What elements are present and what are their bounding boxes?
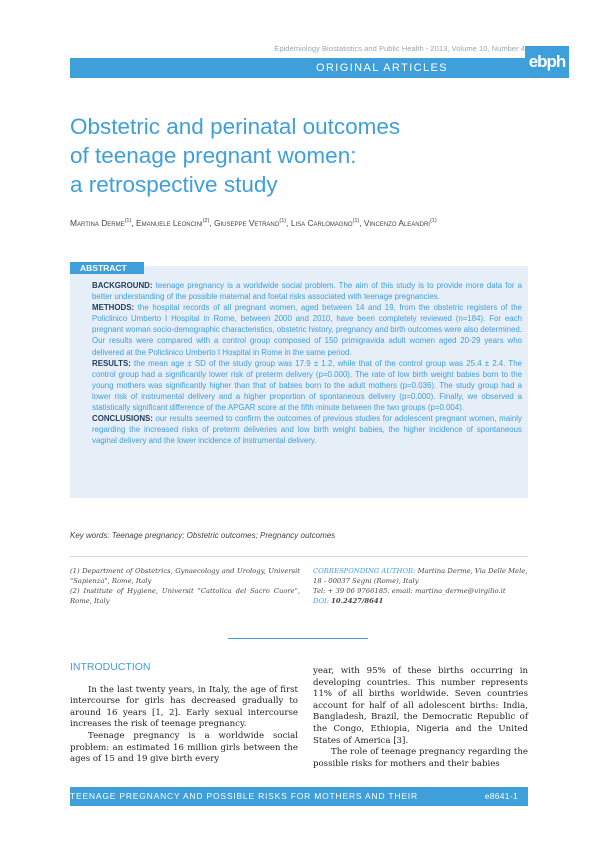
title-line: a retrospective study xyxy=(70,172,278,197)
abstract-methods xyxy=(92,302,522,357)
article-title xyxy=(70,112,490,199)
title-line: Obstetric and perinatal outcomes xyxy=(70,114,401,139)
running-title: TEENAGE PREGNANCY AND POSSIBLE RISKS FOR MOTHERS AND THEIR BABIES xyxy=(70,791,418,820)
abstract-results xyxy=(92,358,522,413)
author-name: Lisa Carlomagno xyxy=(290,218,353,228)
section-banner: ORIGINAL ARTICLES xyxy=(70,58,526,78)
body-paragraph: Teenage pregnancy is a worldwide social problem: an estimated 16 million girls between the ages of 15 and 19 give birth every xyxy=(70,730,298,765)
author-name: Giuseppe Vetrano xyxy=(213,218,280,228)
abstract-methods-text: the hospital records of all pregnant women, aged between 14 and 19, from the obstetric registers of the Policlinico Umberto I Hospital in Rome, between 2000 and 2010, have been completely reviewed (n=184). For each pregnant woman socio-demographic characteristics, obstetric history, pregnancy and birth outcomes were also determined. Our results were compared with a control group composed of 150 primigravida adult women aged 20-29 years who delivered at the Policlinico Umberto I Hospital in Rome in the same period. xyxy=(92,303,522,357)
abstract-results-text: the mean age ± SD of the study group was 17.9 ± 1.2, while that of the control group was 25.4 ± 2.4. The control group had a significantly lower risk of preterm delivery (p=0.000). The rate of low birth weight babies born to the young mothers was significantly higher than that of babies born to the adult mothers (p=0.036). The study group had a lower risk of instrumental delivery and a higher proportion of spontaneous delivery (p=0.000). Finally, we observed a statistically significant difference of the APGAR score at the fifth minute between the two groups (p=0.004). xyxy=(92,358,522,413)
title-line: of teenage pregnant women: xyxy=(70,143,357,168)
page-number: e8641-1 xyxy=(484,791,518,801)
section-heading: INTRODUCTION xyxy=(70,661,151,673)
doi-link[interactable]: 10.2427/8641 xyxy=(331,597,384,605)
correspondence-label: CORRESPONDING AUTHOR: xyxy=(313,567,416,575)
author-affiliation-mark: (2) xyxy=(202,218,210,225)
abstract-background-text: teenage pregnancy is a worldwide social problem. The aim of this study is to provide more data for a better understanding of the possible maternal and foetal risks associated with teenage pregnancies. xyxy=(92,281,522,302)
abstract-background xyxy=(92,280,522,302)
author-affiliation-mark: (1) xyxy=(352,218,360,225)
divider xyxy=(70,556,528,557)
author-name: Martina Derme xyxy=(70,218,125,228)
abstract-results-label: RESULTS: xyxy=(92,358,131,368)
body-paragraph: In the last twenty years, in Italy, the age of first intercourse for girls has decreased gradually to around 16 years [1, 2]. Early sexual intercourse increases the risk of teenage pregnancy. xyxy=(70,684,298,730)
author-list: Martina Derme$^{(1)}$, Emanuele Leoncini$^{(2)}$, Giuseppe Vetrano$^{(1)}$, Lisa Carlomagno$^{(1)}$, Vincenzo Aleandri$^{(1)}$ xyxy=(70,218,437,228)
abstract-background-label: BACKGROUND: xyxy=(92,281,153,290)
body-column-left xyxy=(70,662,298,766)
body-paragraph: The role of teenage pregnancy regarding the possible risks for mothers and their babies xyxy=(313,747,528,769)
journal-citation: Epidemiology Biostatistics and Public Health - 2013, Volume 10, Number 4 xyxy=(274,44,525,53)
correspondence-contact: Tel: + 39 06 9766185. email: martina_derme@virgilio.it xyxy=(313,587,506,595)
doi-label: DOI: xyxy=(313,597,329,605)
author-affiliation-mark: (1) xyxy=(429,218,437,225)
abstract-conclusions-text: our results seemed to confirm the outcomes of previous studies for adolescent pregnant women, mainly regarding the increased risks of preterm deliveries and low birth weight babies, the higher incidence of spontaneous vaginal delivery and the lower incidence of instrumental delivery. xyxy=(92,414,522,446)
abstract-text xyxy=(92,280,522,446)
correspondence-address: Martina Derme, Via Delle Mele, 18 - 00037 Segni (Rome), Italy xyxy=(313,567,528,585)
body-column-right xyxy=(313,666,528,770)
author-name: Vincenzo Aleandri xyxy=(363,218,430,228)
correspondence xyxy=(313,566,528,606)
keywords: Key words: Teenage pregnancy; Obstetric outcomes; Pregnancy outcomes xyxy=(70,531,336,540)
footer-bar xyxy=(70,787,528,820)
abstract-label: ABSTRACT xyxy=(70,262,144,274)
abstract-methods-label: METHODS: xyxy=(92,303,135,313)
author-affiliation-mark: (1) xyxy=(124,218,132,225)
affiliation-item: (2) Institute of Hygiene, Universit "Cattolica del Sacro Cuore", Rome, Italy xyxy=(70,587,300,605)
abstract-conclusions xyxy=(92,413,522,446)
journal-logo: ebph xyxy=(525,46,569,78)
abstract-conclusions-label: CONCLUSIONS: xyxy=(92,414,153,424)
author-affiliation-mark: (1) xyxy=(279,218,287,225)
body-paragraph: year, with 95% of these births occurring in developing countries. This number represents 11% of all births worldwide. Seven countries account for half of all adolescent births: India, Bangladesh, Brazil, the Democratic Republic of the Congo, Ethiopia, Nigeria and the United States of America [3]. xyxy=(313,666,528,746)
section-divider xyxy=(228,638,368,639)
affiliation-item: (1) Department of Obstetrics, Gynaecology and Urology, Universit "Sapienza", Rome, Italy xyxy=(70,567,300,585)
author-name: Emanuele Leoncini xyxy=(135,218,203,228)
affiliations xyxy=(70,566,300,606)
